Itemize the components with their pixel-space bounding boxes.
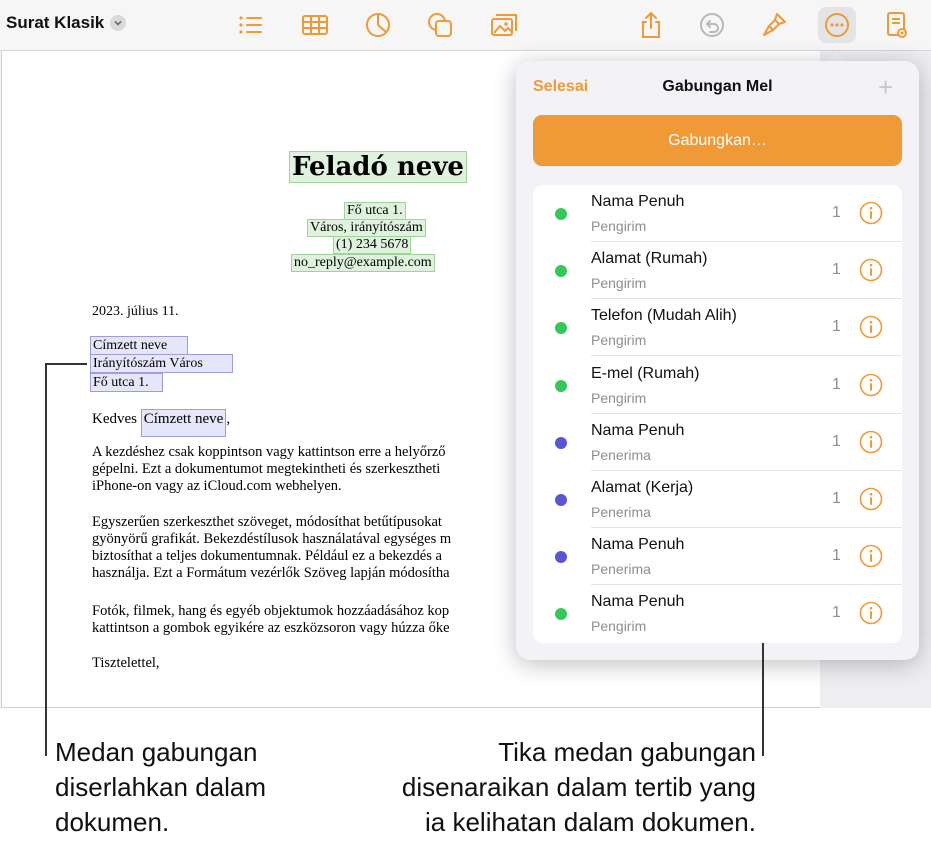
field-count: 1	[832, 318, 841, 336]
popover-title: Gabungan Mel	[662, 78, 773, 95]
field-source: Pengirim	[591, 332, 647, 349]
merge-field-row[interactable]	[533, 471, 902, 528]
merge-field-row[interactable]	[533, 528, 902, 585]
merge-field-recipient-street[interactable]: Fő utca 1.	[90, 373, 163, 392]
merge-field-row[interactable]	[533, 242, 902, 299]
merge-field-list	[533, 185, 902, 643]
media-icon[interactable]	[489, 10, 519, 40]
info-icon[interactable]	[859, 258, 883, 282]
document-title: Surat Klasik	[6, 13, 105, 32]
info-icon[interactable]	[859, 373, 883, 397]
field-count: 1	[832, 547, 841, 565]
field-source: Penerima	[591, 561, 651, 578]
field-source: Penerima	[591, 504, 651, 520]
field-count: 1	[832, 490, 841, 507]
document-title-menu[interactable]	[6, 13, 126, 33]
greeting-suffix: ,	[226, 411, 231, 427]
callout-line-right	[762, 643, 764, 756]
add-field-button[interactable]: +	[878, 72, 894, 102]
field-count: 1	[832, 432, 841, 450]
merge-field-row[interactable]	[533, 185, 902, 242]
callout-left: Medan gabungan diserlahkan dalam dokumen.	[55, 737, 267, 837]
shape-icon[interactable]	[425, 10, 455, 40]
field-count: 1	[832, 375, 841, 393]
merge-field-sender-street[interactable]: Fő utca 1.	[344, 202, 406, 220]
chevron-down-icon	[110, 15, 126, 31]
field-type-dot	[555, 551, 567, 563]
field-title: Nama Penuh	[591, 193, 685, 210]
merge-field-sender-phone[interactable]: (1) 234 5678	[333, 236, 411, 254]
merge-field-sender-city[interactable]: Város, irányítószám	[307, 219, 426, 237]
letter-date: 2023. július 11.	[92, 304, 179, 319]
merge-field-sender-name[interactable]: Feladó neve	[289, 151, 467, 183]
field-title: Nama Penuh	[591, 421, 685, 439]
merge-button[interactable]: Gabungkan…	[533, 115, 902, 166]
field-type-dot	[555, 322, 567, 334]
merge-field-row[interactable]	[533, 357, 902, 414]
merge-field-greeting-name[interactable]: Címzett neve	[141, 409, 227, 437]
body-paragraph-3[interactable]: Fotók, filmek, hang és egyéb objektumok hozzáadásához kop kattintson a gombok egyikére az eszközsoron vagy húzza őke	[92, 603, 450, 636]
field-count: 1	[832, 604, 841, 622]
field-type-dot	[555, 265, 567, 277]
callout-line-left-tick	[45, 363, 87, 365]
field-source: Pengirim	[591, 275, 647, 292]
toolbar	[0, 0, 931, 51]
field-source: Pengirim	[591, 218, 647, 234]
field-title: Alamat (Rumah)	[591, 250, 708, 268]
body-paragraph-1[interactable]: A kezdéshez csak koppintson vagy kattintson erre a helyőrző gépelni. Ezt a dokumentumot megtekintheti és szerkesztheti iPhone-on vagy az iCloud.com webhelyen.	[92, 444, 446, 494]
field-count: 1	[832, 204, 841, 221]
info-icon[interactable]	[859, 544, 883, 568]
greeting-prefix: Kedves	[92, 411, 141, 427]
field-title: Telefon (Mudah Alih)	[591, 307, 737, 325]
more-icon[interactable]	[822, 10, 852, 40]
merge-field-row[interactable]	[533, 414, 902, 471]
callout-right: Tika medan gabungan disenaraikan dalam tertib yang ia kelihatan dalam dokumen.	[401, 737, 756, 837]
field-type-dot	[555, 494, 567, 506]
merge-field-row[interactable]	[533, 585, 902, 642]
paintbrush-icon[interactable]	[759, 10, 789, 40]
field-count: 1	[832, 261, 841, 279]
letter-greeting	[92, 411, 230, 428]
done-button[interactable]: Selesai	[533, 78, 589, 95]
field-source: Pengirim	[591, 389, 647, 406]
field-title: Nama Penuh	[591, 593, 685, 611]
merge-field-recipient-city[interactable]: Irányítószám Város	[90, 354, 233, 373]
field-type-dot	[555, 208, 567, 220]
callout-line-left	[45, 363, 47, 756]
list-icon[interactable]	[235, 10, 265, 40]
field-title: Alamat (Kerja)	[591, 479, 694, 496]
info-icon[interactable]	[859, 601, 883, 625]
merge-field-row[interactable]	[533, 299, 902, 356]
mail-merge-popover	[516, 61, 919, 660]
field-title: E-mel (Rumah)	[591, 364, 700, 382]
merge-field-sender-email[interactable]: no_reply@example.com	[291, 254, 435, 272]
merge-field-recipient-name[interactable]: Címzett neve	[90, 336, 188, 355]
info-icon[interactable]	[859, 315, 883, 339]
chart-icon[interactable]	[363, 10, 393, 40]
info-icon[interactable]	[859, 201, 883, 225]
body-paragraph-2[interactable]: Egyszerűen szerkeszthet szöveget, módosíthat betűtípusokat gyönyörű grafikát. Bekezdéstílusok használatával egységes m biztosíthat a teljes dokumentumnak. Például ez a bekezdés a használja. Ezt a Formátum vezérlők Szöveg lapján módosítha	[92, 514, 452, 581]
info-icon[interactable]	[859, 487, 883, 511]
table-icon[interactable]	[300, 10, 330, 40]
field-type-dot	[555, 380, 567, 392]
field-title: Nama Penuh	[591, 536, 685, 554]
field-source: Pengirim	[591, 618, 647, 635]
field-source: Penerima	[591, 446, 651, 463]
document-view-icon[interactable]	[882, 10, 912, 40]
letter-closing: Tisztelettel,	[92, 655, 160, 671]
share-icon[interactable]	[636, 10, 666, 40]
undo-icon[interactable]	[697, 10, 727, 40]
field-type-dot	[555, 437, 567, 449]
field-type-dot	[555, 608, 567, 620]
info-icon[interactable]	[859, 430, 883, 454]
